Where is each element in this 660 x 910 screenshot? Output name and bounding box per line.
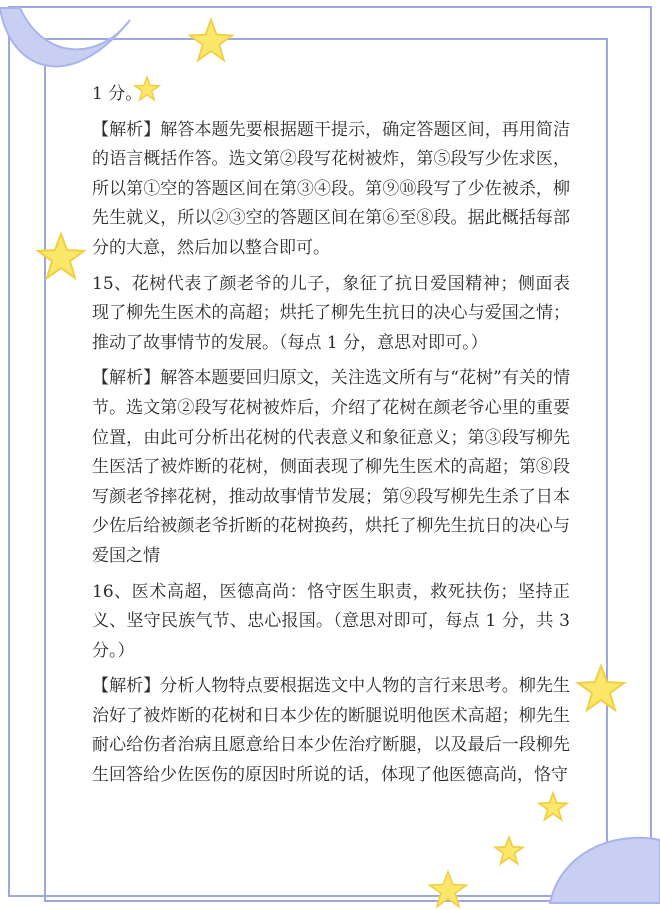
crescent-moon-icon <box>520 800 660 903</box>
paragraph: 【解析】解答本题要回归原文，关注选文所有与“花树”有关的情节。选文第②段写花树被炸后，介绍了花树在颜老爷心里的重要位置，由此可分析出花树的代表意义和象征意义；第③段写柳先生医活了被炸断的花树，侧面表现了柳先生医术的高超；第⑧段写颜老爷摔花树，推动故事情节发展；第⑨段写柳先生杀了日本少佐后给被颜老爷折断的花树换药，烘托了柳先生抗日的决心与爱国之情 <box>92 368 570 566</box>
star-icon <box>188 18 234 64</box>
paragraph: 1 分。 <box>92 84 143 104</box>
paragraph: 【解析】解答本题先要根据题干提示，确定答题区间，再用简洁的语言概括作答。选文第②段写花树被炸，第⑤段写少佐求医，所以第①空的答题区间在第③④段。第⑨⑩段写了少佐被杀，柳先生就义，所以②③空的答题区间在第⑥至⑧段。据此概括每部分的大意，然后加以整合即可。 <box>92 119 570 258</box>
star-icon <box>36 232 86 282</box>
star-icon <box>428 870 468 910</box>
answer-content <box>92 80 570 791</box>
star-icon <box>576 664 626 714</box>
paragraph: 16、医术高超，医德高尚：恪守医生职责，救死扶伤；坚持正义、坚守民族气节、忠心报国。（意思对即可，每点 1 分，共 3 分。） <box>92 581 570 661</box>
paragraph: 【解析】分析人物特点要根据选文中人物的言行来思考。柳先生治好了被炸断的花树和日本少佐的断腿说明他医术高超；柳先生耐心给伤者治病且愿意给日本少佐治疗断腿，以及最后一段柳先生回答给少佐医伤的原因时所说的话，体现了他医德高尚，恪守 <box>92 676 570 786</box>
paragraph: 15、花树代表了颜老爷的儿子，象征了抗日爱国精神；侧面表现了柳先生医术的高超；烘托了柳先生抗日的决心与爱国之情；推动了故事情节的发展。（每点 1 分，意思对即可。） <box>92 273 570 353</box>
